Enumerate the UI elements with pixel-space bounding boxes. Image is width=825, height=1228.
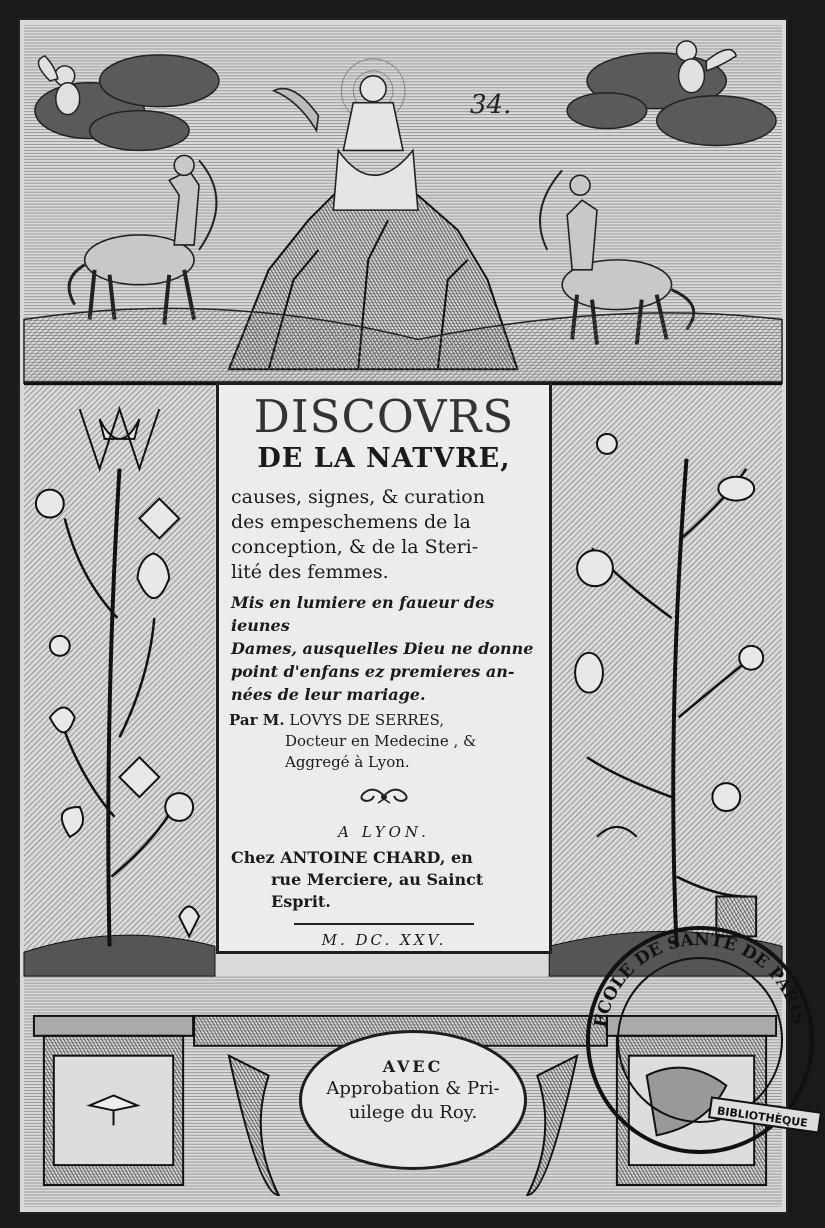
imprint-place: A LYON. [338, 823, 430, 841]
dedication-line: point d'enfans ez premieres an- [231, 662, 515, 681]
publisher-name: ANTOINE CHARD, [280, 848, 446, 867]
ornament-icon [354, 785, 414, 807]
title-page [18, 18, 809, 1214]
folio-number: 34. [470, 90, 512, 120]
publisher-address: rue Merciere, au Sainct Esprit. [271, 870, 484, 911]
cartouche-line-1: AVEC [382, 1057, 444, 1076]
dedication-line: Mis en lumiere en faueur des ieunes [231, 593, 495, 635]
description-line: causes, signes, & curation [231, 486, 485, 508]
pedestal-left [34, 1016, 193, 1185]
description-line: lité des femmes. [231, 561, 389, 583]
library-stamp [575, 915, 825, 1165]
cartouche-line-3: uilege du Roy. [348, 1102, 478, 1123]
author-prefix: Par M. [229, 711, 285, 729]
publisher [231, 847, 539, 913]
dedication [231, 591, 539, 706]
divider [294, 923, 474, 925]
stamp-ring-text: ECOLE DE SANTÉ DE PARIS [590, 929, 809, 1030]
description-line: des empeschemens de la [231, 511, 471, 533]
author-name: LOVYS DE SERRES, [289, 711, 445, 729]
title-panel [216, 382, 552, 954]
stamp-band-text: BIBLIOTHÈQUE [716, 1104, 809, 1130]
description-line: conception, & de la Steri- [231, 536, 479, 558]
author-location: Aggregé à Lyon. [285, 753, 410, 771]
cartouche-line-2: Approbation & Pri- [326, 1078, 500, 1099]
description [231, 485, 539, 585]
svg-text:ECOLE DE SANTÉ DE PARIS [591, 930, 809, 1029]
publisher-prefix: Chez [231, 848, 275, 867]
publisher-suffix: en [451, 848, 473, 867]
imprint-date: M. DC. XXV. [321, 931, 447, 949]
subtitle: DE LA NATVRE, [257, 443, 511, 474]
author-block [229, 710, 541, 773]
privilege-cartouche [299, 1030, 527, 1170]
main-title: DISCOVRS [253, 390, 515, 443]
author-title: Docteur en Medecine , & [285, 732, 477, 750]
dedication-line: Dames, ausquelles Dieu ne donne [231, 639, 534, 658]
dedication-line: nées de leur mariage. [231, 685, 426, 704]
